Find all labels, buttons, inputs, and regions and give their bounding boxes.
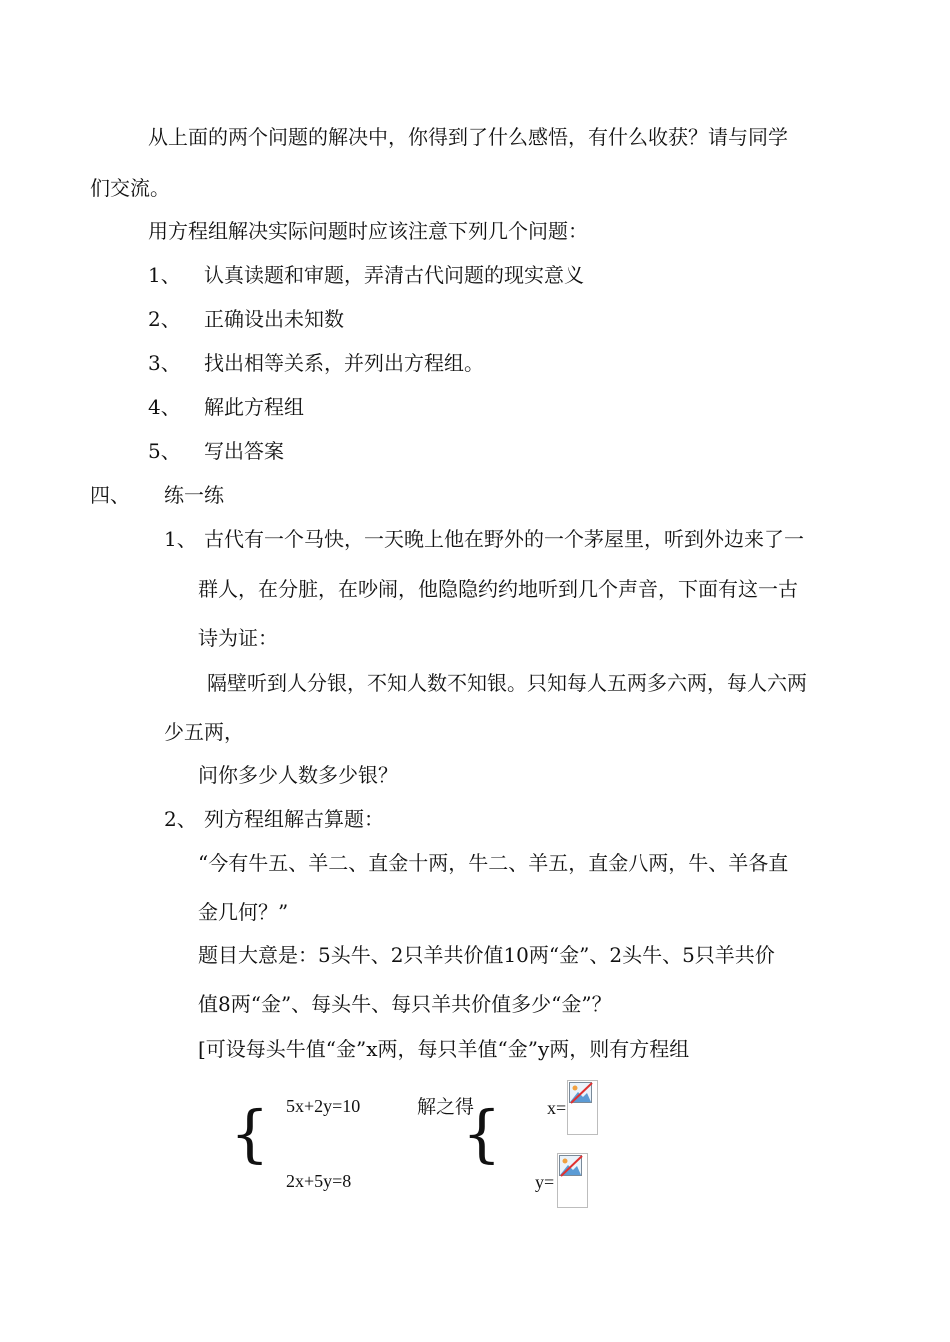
exercise-1-line-1: 古代有一个马快，一天晚上他在野外的一个茅屋里，听到外边来了一 — [204, 527, 804, 551]
step-text: 解此方程组 — [204, 395, 304, 419]
broken-image-icon — [557, 1153, 588, 1208]
step-number: 5、 — [148, 439, 181, 463]
solve-label: 解之得 — [417, 1096, 475, 1118]
summary-line-3: 用方程组解决实际问题时应该注意下列几个问题： — [148, 219, 588, 243]
step-text: 正确设出未知数 — [204, 307, 344, 331]
exercise-1-line-2: 群人，在分脏，在吵闹，他隐隐约约地听到几个声音，下面有这一古 — [198, 577, 798, 601]
broken-image-icon — [567, 1080, 598, 1135]
summary-line-2: 们交流。 — [90, 176, 170, 200]
section-number: 四、 — [90, 483, 130, 507]
step-number: 2、 — [148, 307, 181, 331]
solution-brace: { — [462, 1097, 502, 1170]
poem-line-3: 问你多少人数多少银？ — [198, 763, 398, 787]
question-line-1: “今有牛五、羊二、直金十两，牛二、羊五，直金八两，牛、羊各直 — [198, 851, 789, 875]
step-text: 找出相等关系，并列出方程组。 — [204, 351, 484, 375]
hint-line: [可设每头牛值“金”x两，每只羊值“金”y两，则有方程组 — [198, 1037, 690, 1061]
poem-line-1: 隔壁听到人分银，不知人数不知银。只知每人五两多六两，每人六两 — [207, 671, 807, 695]
equation-1: 5x+2y=10 — [286, 1096, 361, 1116]
meaning-line-1: 题目大意是：5头牛、2只羊共价值10两“金”、2头牛、5只羊共价 — [198, 943, 775, 967]
step-text: 认真读题和审题，弄清古代问题的现实意义 — [204, 263, 584, 287]
poem-line-2: 少五两， — [164, 720, 244, 744]
exercise-1-line-3: 诗为证： — [198, 626, 278, 650]
section-title: 练一练 — [164, 483, 224, 507]
exercise-1-number: 1、 — [164, 527, 197, 551]
exercise-2-number: 2、 — [164, 807, 197, 831]
exercise-2-title: 列方程组解古算题： — [204, 807, 384, 831]
x-label: x= — [547, 1098, 567, 1118]
step-number: 3、 — [148, 351, 181, 375]
question-line-2: 金几何？” — [198, 900, 289, 924]
step-text: 写出答案 — [204, 439, 284, 463]
y-label: y= — [535, 1172, 555, 1192]
step-number: 1、 — [148, 263, 181, 287]
step-number: 4、 — [148, 395, 181, 419]
summary-line-1: 从上面的两个问题的解决中，你得到了什么感悟，有什么收获？请与同学 — [148, 125, 788, 149]
equation-2: 2x+5y=8 — [286, 1171, 352, 1191]
meaning-line-2: 值8两“金”、每头牛、每只羊共价值多少“金”？ — [198, 992, 612, 1016]
left-brace: { — [230, 1097, 270, 1170]
